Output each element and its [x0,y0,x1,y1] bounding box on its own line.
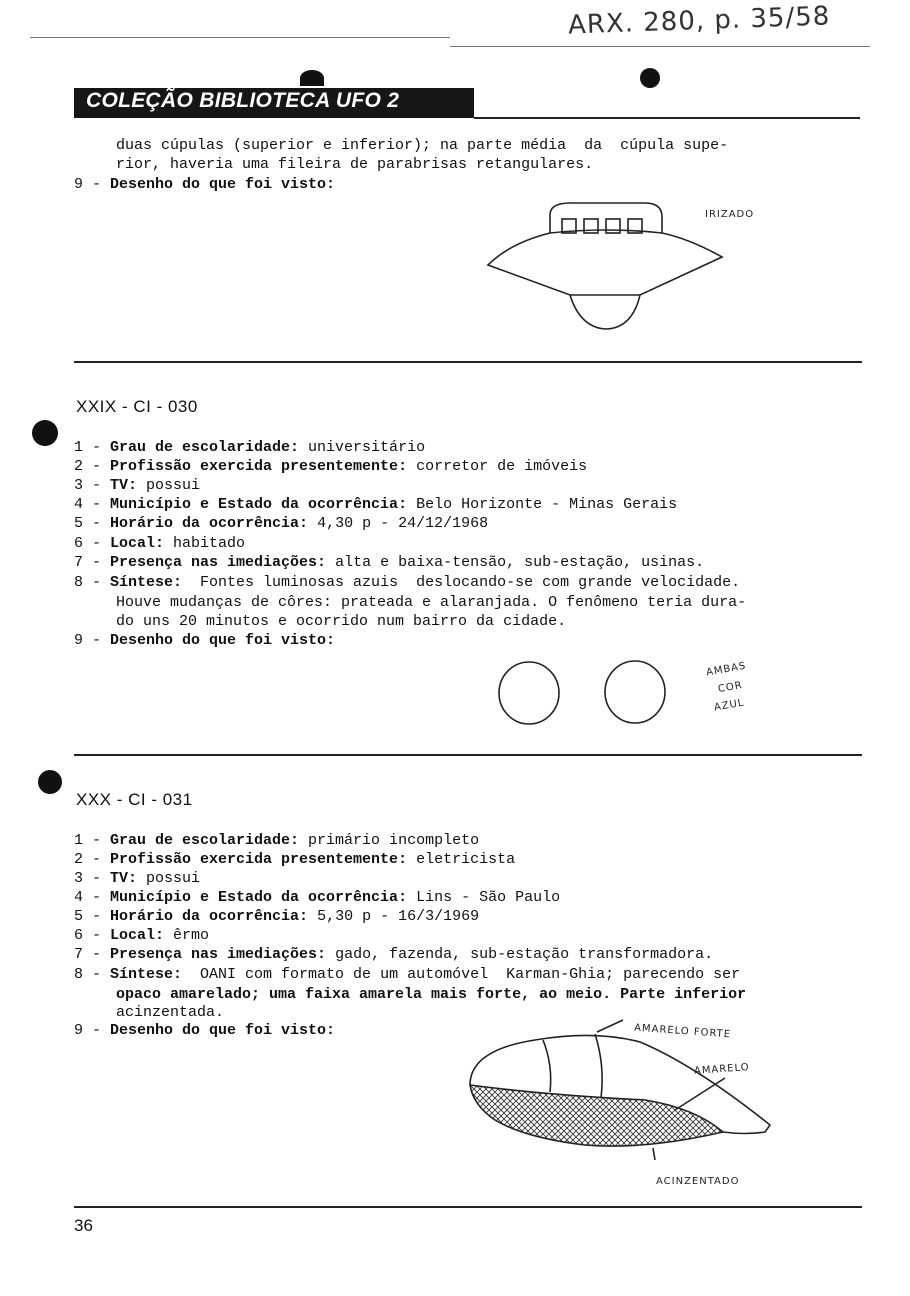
case2-item-1: 1 - Grau de escolaridade: primário incompleto [74,832,480,849]
drawing-note-acinzentado: ACINZENTADO [656,1176,740,1187]
punch-hole [300,70,324,86]
case2-item-2: 2 - Profissão exercida presentemente: eletricista [74,851,516,868]
archive-reference: ARX. 280, p. 35/58 [567,1,831,41]
case2-item-3: 3 - TV: possui [74,870,201,887]
ufo-disc-drawing [480,195,730,335]
case2-item-9: 9 - Desenho do que foi visto: [74,1022,336,1039]
case2-item-5: 5 - Horário da ocorrência: 5,30 p - 16/3/1969 [74,908,480,925]
punch-hole [32,420,58,446]
drawing-note-amarelo-forte: AMARELO FORTE [633,1022,732,1041]
case2-synthesis-cont: acinzentada. [116,1004,225,1021]
case1-item-4: 4 - Município e Estado da ocorrência: Belo Horizonte - Minas Gerais [74,496,678,513]
case1-item-5: 5 - Horário da ocorrência: 4,30 p - 24/12/1968 [74,515,489,532]
header-rule [474,117,860,119]
case1-item-1: 1 - Grau de escolaridade: universitário [74,439,426,456]
case-title: XXIX - CI - 030 [76,397,198,416]
case1-item-6: 6 - Local: habitado [74,535,246,552]
karman-ghia-drawing [465,1020,785,1180]
top-rule-right [450,46,870,47]
case2-item-8: 8 - Síntese: OANI com formato de um automóvel Karman-Ghia; parecendo ser [74,966,741,983]
case2-item-6: 6 - Local: êrmo [74,927,210,944]
case2-item-4: 4 - Município e Estado da ocorrência: Lins - São Paulo [74,889,561,906]
case1-synthesis-cont: do uns 20 minutos e ocorrido num bairro da cidade. [116,613,567,630]
top-rule [30,37,450,38]
page-number: 36 [74,1216,93,1235]
case1-item-3: 3 - TV: possui [74,477,201,494]
drawing-note-irizado: IRIZADO [705,209,755,220]
intro-line: rior, haveria uma fileira de parabrisas retangulares. [116,156,594,173]
case1-item-8: 8 - Síntese: Fontes luminosas azuis deslocando-se com grande velocidade. [74,574,741,591]
punch-hole [38,770,62,794]
drawing-note: AZUL [713,697,746,714]
case-title: XXX - CI - 031 [76,790,193,809]
intro-line: duas cúpulas (superior e inferior); na parte média da cúpula supe- [116,137,729,154]
drawing-note: AMBAS [705,660,748,679]
case2-synthesis-cont: opaco amarelado; uma faixa amarela mais forte, ao meio. Parte inferior [116,986,747,1003]
section-divider [74,361,862,363]
case2-item-7: 7 - Presença nas imediações: gado, fazenda, sub-estação transformadora. [74,946,714,963]
case1-item-7: 7 - Presença nas imediações: alta e baixa-tensão, sub-estação, usinas. [74,554,705,571]
case1-item-2: 2 - Profissão exercida presentemente: corretor de imóveis [74,458,588,475]
drawing-note: COR [717,679,744,696]
case1-item-9: 9 - Desenho do que foi visto: [74,632,336,649]
intro-item-9: 9 - Desenho do que foi visto: [74,176,336,193]
two-circles-drawing [495,658,675,728]
section-divider [74,754,862,756]
bottom-rule [74,1206,862,1208]
drawing-note-amarelo: AMARELO [693,1062,750,1077]
case1-synthesis-cont: Houve mudanças de côres: prateada e alaranjada. O fenômeno teria dura- [116,594,747,611]
header-title: COLEÇÃO BIBLIOTECA UFO 2 [86,89,400,112]
punch-hole [640,68,660,88]
